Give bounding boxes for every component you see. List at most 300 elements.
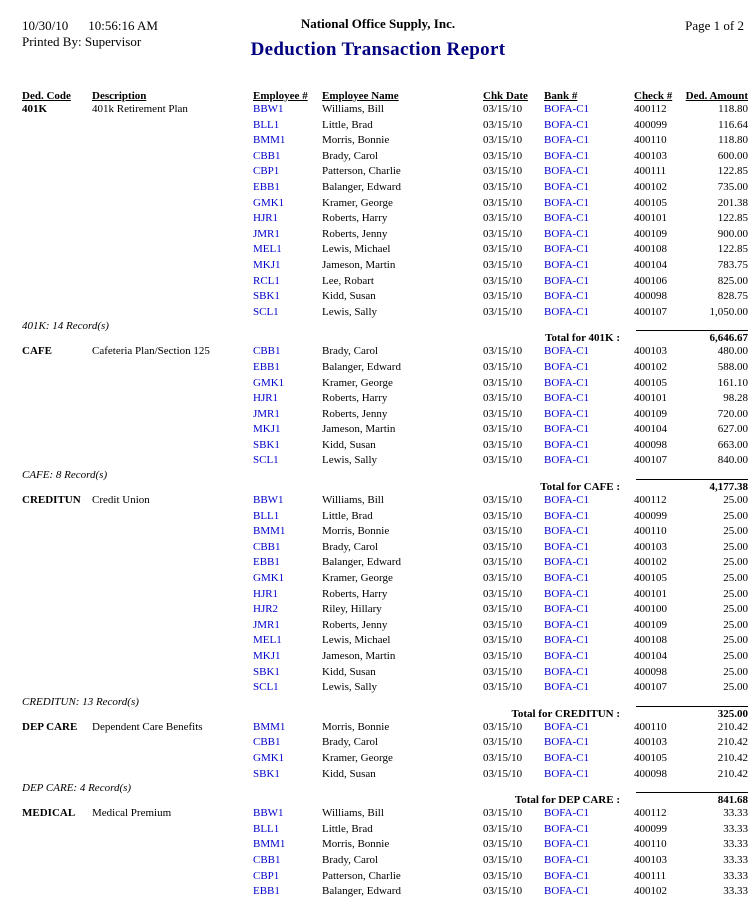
- ded-code-cell: [22, 422, 92, 438]
- bank-number-cell: BOFA-C1: [544, 807, 590, 820]
- chk-date-cell: 03/15/10: [483, 407, 523, 420]
- table-row: [0, 587, 756, 603]
- ded-amount-cell: 122.85: [717, 212, 748, 225]
- employee-number-cell: SCL1: [253, 454, 279, 467]
- ded-amount-cell: 25.00: [723, 525, 748, 538]
- ded-code-cell: [22, 665, 92, 681]
- column-header-ded-amount: Ded. Amount: [685, 90, 748, 102]
- check-number-cell: 400112: [634, 103, 667, 115]
- ded-amount-cell: 161.10: [717, 376, 748, 389]
- description-cell: [92, 407, 253, 423]
- bank-number-cell: BOFA-C1: [544, 118, 590, 131]
- ded-amount-cell: 1,050.00: [709, 305, 748, 318]
- ded-amount-cell: 210.42: [717, 751, 748, 764]
- check-number-cell: 400108: [634, 243, 667, 256]
- description-cell: [92, 118, 253, 134]
- ded-code-cell: [22, 149, 92, 165]
- table-row: [0, 453, 756, 469]
- employee-name-cell: Roberts, Jenny: [322, 227, 388, 240]
- ded-amount-cell: 825.00: [717, 274, 748, 287]
- employee-name-cell: Kramer, George: [322, 572, 393, 585]
- table-row: [0, 289, 756, 305]
- employee-name-cell: Lewis, Michael: [322, 243, 391, 256]
- description-cell: [92, 602, 253, 618]
- ded-amount-cell: 600.00: [717, 149, 748, 162]
- employee-number-cell: EBB1: [253, 360, 280, 373]
- ded-code-cell: [22, 227, 92, 243]
- ded-amount-cell: 720.00: [717, 407, 748, 420]
- employee-name-cell: Brady, Carol: [322, 736, 379, 749]
- chk-date-cell: 03/15/10: [483, 305, 523, 318]
- check-number-cell: 400103: [634, 345, 667, 358]
- table-row: [0, 751, 756, 767]
- employee-number-cell: CBP1: [253, 165, 280, 178]
- description-cell: Medical Premium: [92, 807, 172, 820]
- ded-code-cell: [22, 587, 92, 603]
- check-number-cell: 400098: [634, 290, 667, 303]
- check-number-cell: 400105: [634, 196, 667, 209]
- chk-date-cell: 03/15/10: [483, 494, 523, 507]
- deduction-group: [0, 344, 756, 493]
- bank-number-cell: BOFA-C1: [544, 360, 590, 373]
- ded-amount-cell: 783.75: [717, 258, 748, 271]
- chk-date-cell: 03/15/10: [483, 423, 523, 436]
- record-count: CREDITUN: 13 Record(s): [22, 695, 139, 708]
- employee-number-cell: SBK1: [253, 665, 280, 678]
- ded-amount-cell: 33.33: [723, 822, 748, 835]
- employee-name-cell: Brady, Carol: [322, 149, 379, 162]
- bank-number-cell: BOFA-C1: [544, 290, 590, 303]
- print-time: 10:56:16 AM: [88, 18, 158, 33]
- check-number-cell: 400104: [634, 650, 667, 662]
- chk-date-cell: 03/15/10: [483, 556, 523, 569]
- chk-date-cell: 03/15/10: [483, 603, 523, 616]
- table-row: [0, 258, 756, 274]
- company-name: National Office Supply, Inc.: [300, 16, 456, 31]
- table-row: [0, 680, 756, 696]
- ded-code-cell: [22, 869, 92, 885]
- bank-number-cell: BOFA-C1: [544, 438, 590, 451]
- description-cell: [92, 453, 253, 469]
- description-cell: Dependent Care Benefits: [92, 720, 203, 733]
- ded-code-cell: [22, 751, 92, 767]
- ded-amount-cell: 210.42: [717, 720, 748, 733]
- description-cell: Credit Union: [92, 494, 150, 507]
- employee-name-cell: Brady, Carol: [322, 345, 379, 358]
- bank-number-cell: BOFA-C1: [544, 196, 590, 209]
- table-row: [0, 196, 756, 212]
- column-header-ded-code: Ded. Code: [22, 90, 71, 102]
- employee-name-cell: Brady, Carol: [322, 853, 379, 866]
- description-cell: [92, 289, 253, 305]
- ded-code-cell: [22, 118, 92, 134]
- check-number-cell: 400101: [634, 587, 667, 600]
- check-number-cell: 400109: [634, 618, 667, 631]
- ded-amount-cell: 25.00: [723, 572, 748, 585]
- check-number-cell: 400099: [634, 509, 667, 522]
- description-cell: [92, 376, 253, 392]
- ded-amount-cell: 588.00: [717, 360, 748, 373]
- bank-number-cell: BOFA-C1: [544, 212, 590, 225]
- check-number-cell: 400101: [634, 212, 667, 225]
- employee-name-cell: Lewis, Sally: [322, 454, 377, 467]
- chk-date-cell: 03/15/10: [483, 525, 523, 538]
- employee-number-cell: JMR1: [253, 618, 280, 631]
- ded-amount-cell: 25.00: [723, 494, 748, 507]
- employee-number-cell: CBB1: [253, 853, 281, 866]
- check-number-cell: 400106: [634, 274, 667, 287]
- check-number-cell: 400098: [634, 438, 667, 451]
- ded-code-cell: [22, 555, 92, 571]
- bank-number-cell: BOFA-C1: [544, 345, 590, 358]
- table-row: [0, 720, 756, 736]
- table-row: [0, 227, 756, 243]
- employee-number-cell: BMM1: [253, 525, 286, 538]
- bank-number-cell: BOFA-C1: [544, 525, 590, 538]
- employee-number-cell: GMK1: [253, 751, 285, 764]
- check-number-cell: 400102: [634, 885, 667, 898]
- chk-date-cell: 03/15/10: [483, 509, 523, 522]
- chk-date-cell: 03/15/10: [483, 838, 523, 851]
- ded-code-cell: [22, 196, 92, 212]
- description-cell: [92, 618, 253, 634]
- employee-number-cell: SBK1: [253, 767, 280, 780]
- check-number-cell: 400107: [634, 681, 667, 694]
- bank-number-cell: BOFA-C1: [544, 869, 590, 882]
- chk-date-cell: 03/15/10: [483, 243, 523, 256]
- ded-code-cell: [22, 649, 92, 665]
- check-number-cell: 400098: [634, 767, 667, 780]
- report-title-block: [0, 16, 756, 61]
- employee-number-cell: CBB1: [253, 736, 281, 749]
- ded-code-cell: DEP CARE: [22, 720, 78, 733]
- check-number-cell: 400109: [634, 227, 667, 240]
- employee-name-cell: Lee, Robart: [322, 274, 374, 287]
- chk-date-cell: 03/15/10: [483, 345, 523, 358]
- chk-date-cell: 03/15/10: [483, 681, 523, 694]
- check-number-cell: 400100: [634, 603, 667, 616]
- check-number-cell: 400099: [634, 822, 667, 835]
- ded-amount-cell: 735.00: [717, 180, 748, 193]
- chk-date-cell: 03/15/10: [483, 258, 523, 271]
- deduction-group: [0, 102, 756, 344]
- chk-date-cell: 03/15/10: [483, 853, 523, 866]
- table-row: [0, 376, 756, 392]
- employee-name-cell: Morris, Bonnie: [322, 525, 390, 538]
- table-row: [0, 509, 756, 525]
- check-number-cell: 400104: [634, 258, 667, 271]
- check-number-cell: 400102: [634, 360, 667, 373]
- bank-number-cell: BOFA-C1: [544, 180, 590, 193]
- employee-number-cell: BBW1: [253, 807, 284, 820]
- deduction-group: [0, 493, 756, 720]
- bank-number-cell: BOFA-C1: [544, 885, 590, 898]
- ded-code-cell: [22, 509, 92, 525]
- check-number-cell: 400110: [634, 134, 667, 147]
- employee-name-cell: Williams, Bill: [322, 807, 384, 820]
- bank-number-cell: BOFA-C1: [544, 540, 590, 553]
- chk-date-cell: 03/15/10: [483, 587, 523, 600]
- chk-date-cell: 03/15/10: [483, 149, 523, 162]
- description-cell: [92, 274, 253, 290]
- employee-name-cell: Kidd, Susan: [322, 665, 376, 678]
- check-number-cell: 400103: [634, 853, 667, 866]
- employee-name-cell: Riley, Hillary: [322, 603, 382, 616]
- check-number-cell: 400104: [634, 423, 667, 436]
- chk-date-cell: 03/15/10: [483, 165, 523, 178]
- check-number-cell: 400108: [634, 634, 667, 647]
- employee-name-cell: Roberts, Harry: [322, 392, 388, 405]
- description-cell: [92, 438, 253, 454]
- employee-number-cell: CBB1: [253, 540, 281, 553]
- table-row: [0, 274, 756, 290]
- bank-number-cell: BOFA-C1: [544, 751, 590, 764]
- table-row: [0, 618, 756, 634]
- ded-code-cell: [22, 853, 92, 869]
- ded-code-cell: [22, 837, 92, 853]
- ded-code-cell: MEDICAL: [22, 807, 76, 820]
- employee-number-cell: MEL1: [253, 243, 282, 256]
- chk-date-cell: 03/15/10: [483, 290, 523, 303]
- employee-name-cell: Morris, Bonnie: [322, 134, 390, 147]
- group-footer: [0, 696, 756, 720]
- group-total-label: Total for DEP CARE :: [514, 794, 620, 807]
- ded-code-cell: CAFE: [22, 345, 52, 358]
- column-header-check-number: Check #: [634, 90, 673, 102]
- chk-date-cell: 03/15/10: [483, 438, 523, 451]
- bank-number-cell: BOFA-C1: [544, 274, 590, 287]
- chk-date-cell: 03/15/10: [483, 103, 523, 115]
- check-number-cell: 400103: [634, 736, 667, 749]
- ded-code-cell: CREDITUN: [22, 494, 81, 507]
- description-cell: [92, 767, 253, 783]
- bank-number-cell: BOFA-C1: [544, 509, 590, 522]
- employee-number-cell: EBB1: [253, 180, 280, 193]
- description-cell: [92, 360, 253, 376]
- group-total-amount: 325.00: [636, 706, 748, 721]
- table-row: [0, 767, 756, 783]
- bank-number-cell: BOFA-C1: [544, 767, 590, 780]
- description-cell: [92, 242, 253, 258]
- bank-number-cell: BOFA-C1: [544, 634, 590, 647]
- group-total-line: [512, 706, 748, 721]
- chk-date-cell: 03/15/10: [483, 767, 523, 780]
- table-row: [0, 524, 756, 540]
- ded-amount-cell: 25.00: [723, 650, 748, 662]
- check-number-cell: 400102: [634, 556, 667, 569]
- employee-name-cell: Kidd, Susan: [322, 767, 376, 780]
- description-cell: [92, 884, 253, 900]
- ded-amount-cell: 828.75: [717, 290, 748, 303]
- group-footer: [0, 320, 756, 344]
- table-row: [0, 571, 756, 587]
- employee-number-cell: JMR1: [253, 407, 280, 420]
- ded-amount-cell: 663.00: [717, 438, 748, 451]
- record-count: 401K: 14 Record(s): [22, 320, 109, 333]
- employee-name-cell: Jameson, Martin: [322, 258, 396, 271]
- report-title: Deduction Transaction Report: [250, 39, 506, 60]
- group-total-line: [515, 792, 748, 807]
- table-row: [0, 242, 756, 258]
- table-row: [0, 149, 756, 165]
- table-row: [0, 806, 756, 822]
- bank-number-cell: BOFA-C1: [544, 822, 590, 835]
- employee-name-cell: Patterson, Charlie: [322, 869, 401, 882]
- check-number-cell: 400099: [634, 118, 667, 131]
- check-number-cell: 400103: [634, 540, 667, 553]
- description-cell: [92, 133, 253, 149]
- employee-number-cell: GMK1: [253, 572, 285, 585]
- ded-code-cell: [22, 767, 92, 783]
- table-row: [0, 407, 756, 423]
- chk-date-cell: 03/15/10: [483, 618, 523, 631]
- deduction-group: [0, 720, 756, 806]
- employee-name-cell: Roberts, Jenny: [322, 407, 388, 420]
- ded-amount-cell: 33.33: [723, 853, 748, 866]
- description-cell: Cafeteria Plan/Section 125: [92, 345, 210, 358]
- deduction-group: [0, 806, 756, 900]
- employee-number-cell: SCL1: [253, 305, 279, 318]
- ded-code-cell: [22, 274, 92, 290]
- description-cell: [92, 180, 253, 196]
- employee-number-cell: CBP1: [253, 869, 280, 882]
- employee-number-cell: GMK1: [253, 196, 285, 209]
- ded-amount-cell: 25.00: [723, 618, 748, 631]
- chk-date-cell: 03/15/10: [483, 540, 523, 553]
- employee-name-cell: Lewis, Sally: [322, 305, 377, 318]
- ded-amount-cell: 627.00: [717, 423, 748, 436]
- description-cell: [92, 305, 253, 321]
- ded-code-cell: [22, 376, 92, 392]
- chk-date-cell: 03/15/10: [483, 376, 523, 389]
- table-row: [0, 555, 756, 571]
- check-number-cell: 400111: [634, 869, 667, 882]
- bank-number-cell: BOFA-C1: [544, 556, 590, 569]
- employee-number-cell: HJR1: [253, 587, 279, 600]
- bank-number-cell: BOFA-C1: [544, 149, 590, 162]
- employee-name-cell: Patterson, Charlie: [322, 165, 401, 178]
- bank-number-cell: BOFA-C1: [544, 853, 590, 866]
- bank-number-cell: BOFA-C1: [544, 838, 590, 851]
- employee-number-cell: BMM1: [253, 838, 286, 851]
- employee-number-cell: EBB1: [253, 556, 280, 569]
- employee-number-cell: MKJ1: [253, 650, 281, 662]
- table-row: [0, 180, 756, 196]
- ded-amount-cell: 33.33: [723, 807, 748, 820]
- bank-number-cell: BOFA-C1: [544, 603, 590, 616]
- chk-date-cell: 03/15/10: [483, 360, 523, 373]
- description-cell: [92, 211, 253, 227]
- bank-number-cell: BOFA-C1: [544, 103, 590, 115]
- employee-number-cell: CBB1: [253, 149, 281, 162]
- employee-number-cell: BLL1: [253, 118, 280, 131]
- description-cell: [92, 735, 253, 751]
- employee-name-cell: Brady, Carol: [322, 540, 379, 553]
- check-number-cell: 400109: [634, 407, 667, 420]
- employee-name-cell: Jameson, Martin: [322, 423, 396, 436]
- description-cell: [92, 227, 253, 243]
- ded-amount-cell: 25.00: [723, 665, 748, 678]
- chk-date-cell: 03/15/10: [483, 572, 523, 585]
- chk-date-cell: 03/15/10: [483, 454, 523, 467]
- employee-name-cell: Balanger, Edward: [322, 180, 401, 193]
- chk-date-cell: 03/15/10: [483, 665, 523, 678]
- ded-code-cell: [22, 438, 92, 454]
- check-number-cell: 400107: [634, 454, 667, 467]
- report-body: [0, 102, 756, 900]
- employee-name-cell: Kramer, George: [322, 751, 393, 764]
- bank-number-cell: BOFA-C1: [544, 407, 590, 420]
- table-row: [0, 665, 756, 681]
- employee-name-cell: Lewis, Sally: [322, 681, 377, 694]
- check-number-cell: 400112: [634, 807, 667, 820]
- chk-date-cell: 03/15/10: [483, 650, 523, 662]
- employee-name-cell: Balanger, Edward: [322, 360, 401, 373]
- employee-number-cell: HJR1: [253, 392, 279, 405]
- description-cell: [92, 665, 253, 681]
- chk-date-cell: 03/15/10: [483, 118, 523, 131]
- bank-number-cell: BOFA-C1: [544, 392, 590, 405]
- chk-date-cell: 03/15/10: [483, 885, 523, 898]
- bank-number-cell: BOFA-C1: [544, 736, 590, 749]
- ded-amount-cell: 116.64: [718, 118, 748, 131]
- bank-number-cell: BOFA-C1: [544, 665, 590, 678]
- bank-number-cell: BOFA-C1: [544, 376, 590, 389]
- ded-code-cell: [22, 884, 92, 900]
- check-number-cell: 400098: [634, 665, 667, 678]
- employee-name-cell: Williams, Bill: [322, 494, 384, 507]
- report-header: [0, 0, 756, 84]
- description-cell: [92, 196, 253, 212]
- group-total-amount: 4,177.38: [636, 479, 748, 494]
- employee-number-cell: BMM1: [253, 720, 286, 733]
- ded-amount-cell: 118.80: [718, 103, 748, 115]
- employee-number-cell: HJR1: [253, 212, 279, 225]
- employee-number-cell: SCL1: [253, 681, 279, 694]
- ded-code-cell: [22, 133, 92, 149]
- bank-number-cell: BOFA-C1: [544, 243, 590, 256]
- ded-code-cell: [22, 289, 92, 305]
- employee-number-cell: GMK1: [253, 376, 285, 389]
- table-row: [0, 837, 756, 853]
- check-number-cell: 400101: [634, 392, 667, 405]
- employee-number-cell: SBK1: [253, 438, 280, 451]
- employee-number-cell: SBK1: [253, 290, 280, 303]
- description-cell: [92, 649, 253, 665]
- ded-code-cell: [22, 242, 92, 258]
- ded-amount-cell: 480.00: [717, 345, 748, 358]
- employee-number-cell: EBB1: [253, 885, 280, 898]
- ded-amount-cell: 900.00: [717, 227, 748, 240]
- check-number-cell: 400103: [634, 149, 667, 162]
- ded-amount-cell: 25.00: [723, 603, 748, 616]
- table-row: [0, 884, 756, 900]
- ded-code-cell: [22, 360, 92, 376]
- employee-name-cell: Little, Brad: [322, 822, 373, 835]
- description-cell: [92, 524, 253, 540]
- chk-date-cell: 03/15/10: [483, 212, 523, 225]
- employee-name-cell: Morris, Bonnie: [322, 720, 390, 733]
- description-cell: [92, 751, 253, 767]
- employee-name-cell: Kidd, Susan: [322, 438, 376, 451]
- check-number-cell: 400105: [634, 751, 667, 764]
- employee-number-cell: RCL1: [253, 274, 280, 287]
- ded-code-cell: [22, 164, 92, 180]
- table-row: [0, 118, 756, 134]
- bank-number-cell: BOFA-C1: [544, 681, 590, 694]
- employee-name-cell: Lewis, Michael: [322, 634, 391, 647]
- description-cell: [92, 633, 253, 649]
